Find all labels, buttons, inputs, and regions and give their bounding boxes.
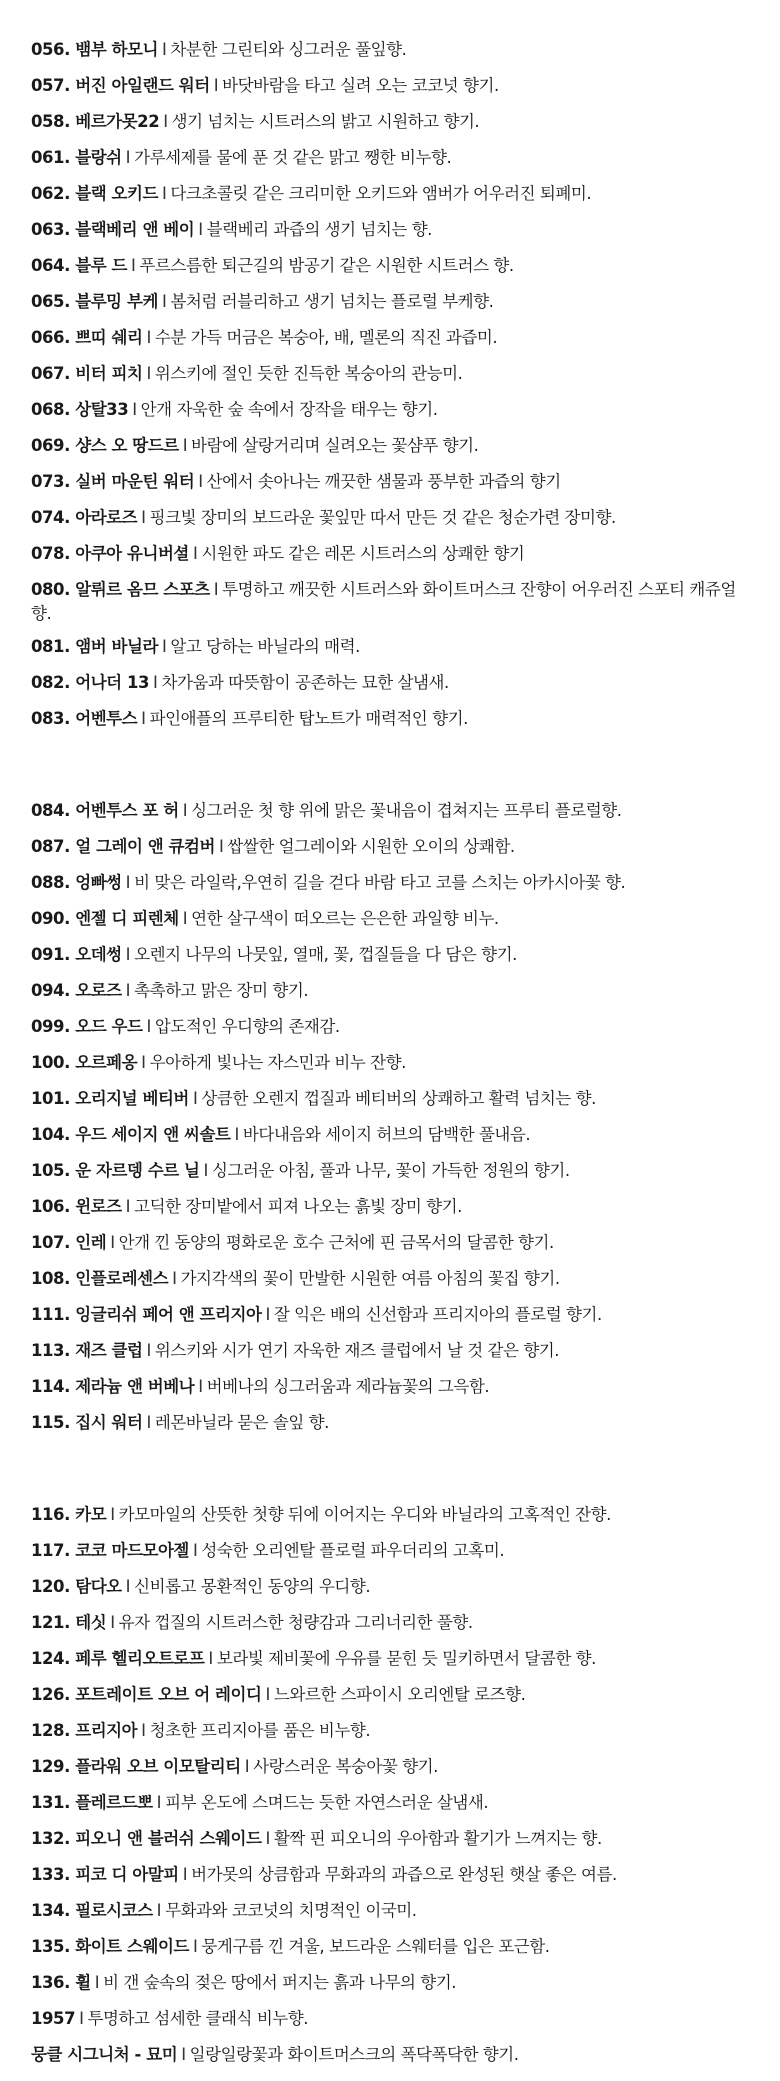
separator: I (94, 1973, 100, 1992)
fragrance-name: 078. 아쿠아 유니버셜 (31, 544, 189, 563)
fragrance-name: 134. 필로시코스 (31, 1901, 153, 1920)
separator: I (153, 673, 158, 692)
fragrance-name: 105. 운 자르뎅 수르 닐 (31, 1161, 200, 1180)
fragrance-name: 115. 집시 워터 (31, 1413, 143, 1432)
fragrance-description: 핑크빛 장미의 보드라운 꽃잎만 따서 만든 것 같은 청순가련 장미향. (149, 508, 616, 527)
fragrance-name: 104. 우드 세이지 앤 씨솔트 (31, 1125, 231, 1144)
separator: I (161, 292, 167, 311)
fragrance-name: 088. 엉빠썽 (31, 873, 122, 892)
separator: I (110, 1233, 115, 1252)
fragrance-entry (31, 1303, 760, 1339)
fragrance-entry (31, 1087, 760, 1123)
fragrance-name: 082. 어나더 13 (31, 673, 150, 692)
fragrance-description: 상큼한 오렌지 껍질과 베티버의 상쾌하고 활력 넘치는 향. (201, 1089, 596, 1108)
fragrance-name: 100. 오르페옹 (31, 1053, 138, 1072)
fragrance-entry (31, 1935, 760, 1971)
fragrance-description: 피부 온도에 스며드는 듯한 자연스러운 살냄새. (165, 1793, 489, 1812)
separator: I (141, 709, 146, 728)
fragrance-entry (31, 1015, 760, 1051)
separator: I (125, 873, 131, 892)
fragrance-name: 057. 버진 아일랜드 워터 (31, 76, 210, 95)
fragrance-description: 연한 살구색이 떠오르는 은은한 과일향 비누. (191, 909, 499, 928)
separator: I (125, 1577, 131, 1596)
fragrance-entry (31, 1375, 760, 1411)
fragrance-entry (31, 74, 760, 110)
fragrance-description: 청초한 프리지아를 품은 비누향. (149, 1721, 371, 1740)
fragrance-description: 차가움과 따뜻함이 공존하는 묘한 살냄새. (161, 673, 449, 692)
fragrance-description: 안개 낀 동양의 평화로운 호수 근처에 핀 금목서의 달콤한 향기. (118, 1233, 554, 1252)
separator: I (198, 220, 203, 239)
fragrance-entry (31, 1539, 760, 1575)
fragrance-description: 블랙베리 과즙의 생기 넘치는 향. (206, 220, 432, 239)
fragrance-entry (31, 835, 760, 871)
fragrance-name: 080. 알뤼르 옴므 스포츠 (31, 580, 210, 599)
fragrance-name: 113. 재즈 클럽 (31, 1341, 143, 1360)
separator: I (161, 184, 167, 203)
separator: I (156, 1793, 162, 1812)
separator: I (192, 1541, 198, 1560)
fragrance-entry (31, 1575, 760, 1611)
separator: I (132, 400, 137, 419)
separator: I (146, 1017, 151, 1036)
fragrance-name: 121. 테싯 (31, 1613, 107, 1632)
fragrance-description: 가지각색의 꽃이 만발한 시원한 여름 아침의 꽃집 향기. (180, 1269, 560, 1288)
fragrance-entry (31, 218, 760, 254)
separator: I (198, 472, 203, 491)
fragrance-name: 114. 제라늄 앤 버베나 (31, 1377, 195, 1396)
fragrance-description: 파인애플의 프루티한 탑노트가 매력적인 향기. (149, 709, 468, 728)
section-spacer (31, 743, 760, 799)
fragrance-entry (31, 1123, 760, 1159)
fragrance-name: 111. 잉글리쉬 페어 앤 프리지아 (31, 1305, 262, 1324)
fragrance-description: 비 맞은 라일락,우연히 길을 걷다 바람 타고 코를 스치는 아카시아꽃 향. (134, 873, 626, 892)
separator: I (141, 1721, 146, 1740)
separator: I (130, 256, 136, 275)
fragrance-name: 107. 인레 (31, 1233, 107, 1252)
fragrance-entry (31, 1755, 760, 1791)
fragrance-entry (31, 362, 760, 398)
fragrance-entry (31, 635, 760, 671)
fragrance-name: 128. 프리지아 (31, 1721, 138, 1740)
fragrance-name: 126. 포트레이트 오브 어 레이디 (31, 1685, 262, 1704)
fragrance-name: 106. 윈로즈 (31, 1197, 122, 1216)
separator: I (110, 1505, 115, 1524)
fragrance-name: 068. 상탈33 (31, 400, 129, 419)
fragrance-entry (31, 146, 760, 182)
separator: I (125, 148, 131, 167)
fragrance-description: 시원한 파도 같은 레몬 시트러스의 상쾌한 향기 (201, 544, 525, 563)
fragrance-description: 무화과와 코코넛의 치명적인 이국미. (165, 1901, 417, 1920)
fragrance-name: 116. 카모 (31, 1505, 107, 1524)
fragrance-name: 뭉클 시그니처 - 묘미 (31, 2045, 178, 2064)
separator: I (213, 580, 219, 599)
fragrance-description: 일랑일랑꽃과 화이트머스크의 폭닥폭닥한 향기. (189, 2045, 519, 2064)
fragrance-description: 투명하고 섬세한 클래식 비누향. (87, 2009, 309, 2028)
fragrance-name: 087. 얼 그레이 앤 큐컴버 (31, 837, 215, 856)
fragrance-entry (31, 1411, 760, 1447)
fragrance-name: 120. 탐다오 (31, 1577, 122, 1596)
fragrance-description: 다크초콜릿 같은 크리미한 오키드와 앰버가 어우러진 퇴폐미. (170, 184, 592, 203)
fragrance-name: 135. 화이트 스웨이드 (31, 1937, 189, 1956)
separator: I (182, 1865, 188, 1884)
section-spacer (31, 1447, 760, 1503)
fragrance-entry (31, 1719, 760, 1755)
separator: I (219, 837, 224, 856)
separator: I (163, 112, 168, 131)
separator: I (125, 945, 131, 964)
fragrance-entry (31, 1647, 760, 1683)
fragrance-description: 산에서 솟아나는 깨끗한 샘물과 풍부한 과즙의 향기 (206, 472, 561, 491)
separator: I (192, 1089, 198, 1108)
fragrance-entry (31, 943, 760, 979)
fragrance-entry (31, 506, 760, 542)
fragrance-description: 안개 자욱한 숲 속에서 장작을 태우는 향기. (140, 400, 438, 419)
fragrance-sections (31, 38, 760, 2079)
fragrance-entry (31, 38, 760, 74)
fragrance-name: 058. 베르가못22 (31, 112, 160, 131)
fragrance-entry (31, 1195, 760, 1231)
separator: I (156, 1901, 162, 1920)
fragrance-entry (31, 1339, 760, 1375)
fragrance-name: 108. 인플로레센스 (31, 1269, 169, 1288)
fragrance-name: 117. 코코 마드모아젤 (31, 1541, 189, 1560)
fragrance-name: 101. 오리지널 베티버 (31, 1089, 189, 1108)
fragrance-entry (31, 1899, 760, 1935)
separator: I (208, 1649, 213, 1668)
fragrance-description: 바람에 살랑거리며 실려오는 꽃샴푸 향기. (191, 436, 479, 455)
separator: I (203, 1161, 208, 1180)
fragrance-name: 099. 오드 우드 (31, 1017, 143, 1036)
fragrance-entry (31, 871, 760, 907)
fragrance-name: 081. 앰버 바닐라 (31, 637, 158, 656)
fragrance-description: 유자 껍질의 시트러스한 청량감과 그리너리한 풀향. (118, 1613, 473, 1632)
fragrance-entry (31, 182, 760, 218)
separator: I (161, 40, 167, 59)
fragrance-entry (31, 2007, 760, 2043)
fragrance-section (31, 799, 760, 1447)
separator: I (146, 1341, 151, 1360)
separator: I (146, 364, 151, 383)
fragrance-description: 잘 익은 배의 신선함과 프리지아의 플로럴 향기. (273, 1305, 602, 1324)
fragrance-entry (31, 290, 760, 326)
fragrance-description: 활짝 핀 피오니의 우아함과 활기가 느껴지는 향. (273, 1829, 602, 1848)
fragrance-description: 버가못의 상큼함과 무화과의 과즙으로 완성된 햇살 좋은 여름. (191, 1865, 617, 1884)
fragrance-description: 레몬바닐라 묻은 솔잎 향. (154, 1413, 329, 1432)
separator: I (125, 1197, 131, 1216)
fragrance-name: 129. 플라워 오브 이모탈리티 (31, 1757, 241, 1776)
fragrance-description: 싱그러운 아침, 풀과 나무, 꽃이 가득한 정원의 향기. (211, 1161, 570, 1180)
separator: I (181, 2045, 186, 2064)
fragrance-entry (31, 1827, 760, 1863)
fragrance-name: 131. 플레르드뽀 (31, 1793, 153, 1812)
fragrance-description: 보라빛 제비꽃에 우유를 묻힌 듯 밀키하면서 달콤한 향. (216, 1649, 596, 1668)
fragrance-entry (31, 470, 760, 506)
fragrance-description: 뭉게구름 낀 겨울, 보드라운 스웨터를 입은 포근함. (201, 1937, 550, 1956)
fragrance-description: 압도적인 우디향의 존재감. (154, 1017, 340, 1036)
fragrance-description: 오렌지 나무의 나뭇잎, 열매, 꽃, 껍질들을 다 담은 향기. (134, 945, 517, 964)
separator: I (182, 436, 188, 455)
fragrance-description: 쌉쌀한 얼그레이와 시원한 오이의 상쾌함. (227, 837, 515, 856)
separator: I (79, 2009, 84, 2028)
fragrance-description: 신비롭고 몽환적인 동양의 우디향. (134, 1577, 371, 1596)
fragrance-description: 차분한 그린티와 싱그러운 풀잎향. (170, 40, 407, 59)
separator: I (141, 1053, 146, 1072)
fragrance-name: 091. 오데썽 (31, 945, 122, 964)
fragrance-entry (31, 2043, 760, 2079)
separator: I (192, 1937, 198, 1956)
fragrance-name: 067. 비터 피치 (31, 364, 143, 383)
fragrance-description: 투명하고 깨끗한 시트러스와 화이트머스크 잔향이 어우러진 스포티 캐쥬얼 향. (31, 580, 736, 623)
separator: I (198, 1377, 203, 1396)
separator: I (161, 637, 167, 656)
fragrance-entry (31, 254, 760, 290)
fragrance-description: 바닷바람을 타고 실려 오는 코코넛 향기. (222, 76, 499, 95)
fragrance-name: 133. 피코 디 아말피 (31, 1865, 179, 1884)
separator: I (172, 1269, 177, 1288)
fragrance-description: 위스키와 시가 연기 자욱한 재즈 클럽에서 날 것 같은 향기. (154, 1341, 560, 1360)
fragrance-entry (31, 1791, 760, 1827)
separator: I (141, 508, 146, 527)
fragrance-description: 가루세제를 물에 푼 것 같은 맑고 쨍한 비누향. (134, 148, 452, 167)
fragrance-entry (31, 1863, 760, 1899)
fragrance-entry (31, 671, 760, 707)
fragrance-description: 알고 당하는 바닐라의 매력. (170, 637, 360, 656)
fragrance-description: 카모마일의 산뜻한 첫향 뒤에 이어지는 우디와 바닐라의 고혹적인 잔향. (118, 1505, 611, 1524)
separator: I (146, 328, 151, 347)
fragrance-name: 066. 쁘띠 쉐리 (31, 328, 143, 347)
separator: I (265, 1685, 270, 1704)
separator: I (265, 1829, 270, 1848)
separator: I (125, 981, 131, 1000)
separator: I (213, 76, 219, 95)
fragrance-description: 푸르스름한 퇴근길의 밤공기 같은 시원한 시트러스 향. (139, 256, 514, 275)
fragrance-name: 056. 뱀부 하모니 (31, 40, 158, 59)
fragrance-entry (31, 1267, 760, 1303)
fragrance-name: 065. 블루밍 부케 (31, 292, 158, 311)
fragrance-description: 바다내음와 세이지 허브의 담백한 풀내음. (242, 1125, 531, 1144)
separator: I (182, 909, 188, 928)
fragrance-name: 1957 (31, 2009, 76, 2028)
fragrance-entry (31, 1051, 760, 1087)
fragrance-name: 061. 블랑쉬 (31, 148, 122, 167)
fragrance-section (31, 38, 760, 743)
fragrance-description: 버베나의 싱그러움과 제라늄꽃의 그윽함. (206, 1377, 490, 1396)
fragrance-entry (31, 1503, 760, 1539)
separator: I (234, 1125, 239, 1144)
fragrance-description: 성숙한 오리엔탈 플로럴 파우더리의 고혹미. (201, 1541, 505, 1560)
fragrance-entry (31, 542, 760, 578)
fragrance-description: 느와르한 스파이시 오리엔탈 로즈향. (273, 1685, 526, 1704)
fragrance-description: 생기 넘치는 시트러스의 밝고 시원하고 향기. (171, 112, 480, 131)
fragrance-entry (31, 707, 760, 743)
fragrance-name: 073. 실버 마운틴 워터 (31, 472, 195, 491)
fragrance-entry (31, 326, 760, 362)
fragrance-entry (31, 1159, 760, 1195)
separator: I (146, 1413, 151, 1432)
fragrance-name: 069. 샹스 오 땅드르 (31, 436, 179, 455)
fragrance-entry (31, 979, 760, 1015)
fragrance-name: 064. 블루 드 (31, 256, 127, 275)
fragrance-name: 136. 휠 (31, 1973, 91, 1992)
fragrance-name: 084. 어벤투스 포 허 (31, 801, 179, 820)
fragrance-name: 132. 피오니 앤 블러쉬 스웨이드 (31, 1829, 262, 1848)
fragrance-name: 074. 아라로즈 (31, 508, 138, 527)
fragrance-name: 090. 엔젤 디 피렌체 (31, 909, 179, 928)
fragrance-description: 싱그러운 첫 향 위에 맑은 꽃내음이 겹쳐지는 프루티 플로럴향. (191, 801, 622, 820)
fragrance-section (31, 1503, 760, 2079)
fragrance-name: 124. 페루 헬리오트로프 (31, 1649, 205, 1668)
fragrance-description: 위스키에 절인 듯한 진득한 복숭아의 관능미. (154, 364, 463, 383)
fragrance-name: 094. 오로즈 (31, 981, 122, 1000)
fragrance-entry (31, 907, 760, 943)
separator: I (182, 801, 188, 820)
fragrance-description: 우아하게 빛나는 자스민과 비누 잔향. (149, 1053, 406, 1072)
fragrance-description: 수분 가득 머금은 복숭아, 배, 멜론의 직진 과즙미. (154, 328, 498, 347)
fragrance-entry (31, 1971, 760, 2007)
fragrance-entry (31, 434, 760, 470)
separator: I (244, 1757, 250, 1776)
fragrance-entry (31, 1231, 760, 1267)
fragrance-description: 촉촉하고 맑은 장미 향기. (134, 981, 309, 1000)
fragrance-entry (31, 110, 760, 146)
fragrance-entry (31, 1611, 760, 1647)
fragrance-entry (31, 1683, 760, 1719)
separator: I (110, 1613, 115, 1632)
separator: I (192, 544, 198, 563)
fragrance-name: 062. 블랙 오키드 (31, 184, 158, 203)
fragrance-entry (31, 398, 760, 434)
separator: I (265, 1305, 270, 1324)
fragrance-description: 사랑스러운 복숭아꽃 향기. (253, 1757, 438, 1776)
fragrance-description: 비 갠 숲속의 젖은 땅에서 퍼지는 흙과 나무의 향기. (103, 1973, 457, 1992)
fragrance-name: 063. 블랙베리 앤 베이 (31, 220, 195, 239)
fragrance-name: 083. 어벤투스 (31, 709, 138, 728)
fragrance-description: 고딕한 장미밭에서 피져 나오는 흙빛 장미 향기. (134, 1197, 462, 1216)
fragrance-entry (31, 578, 760, 628)
fragrance-description: 봄처럼 러블리하고 생기 넘치는 플로럴 부케향. (170, 292, 494, 311)
fragrance-entry (31, 799, 760, 835)
